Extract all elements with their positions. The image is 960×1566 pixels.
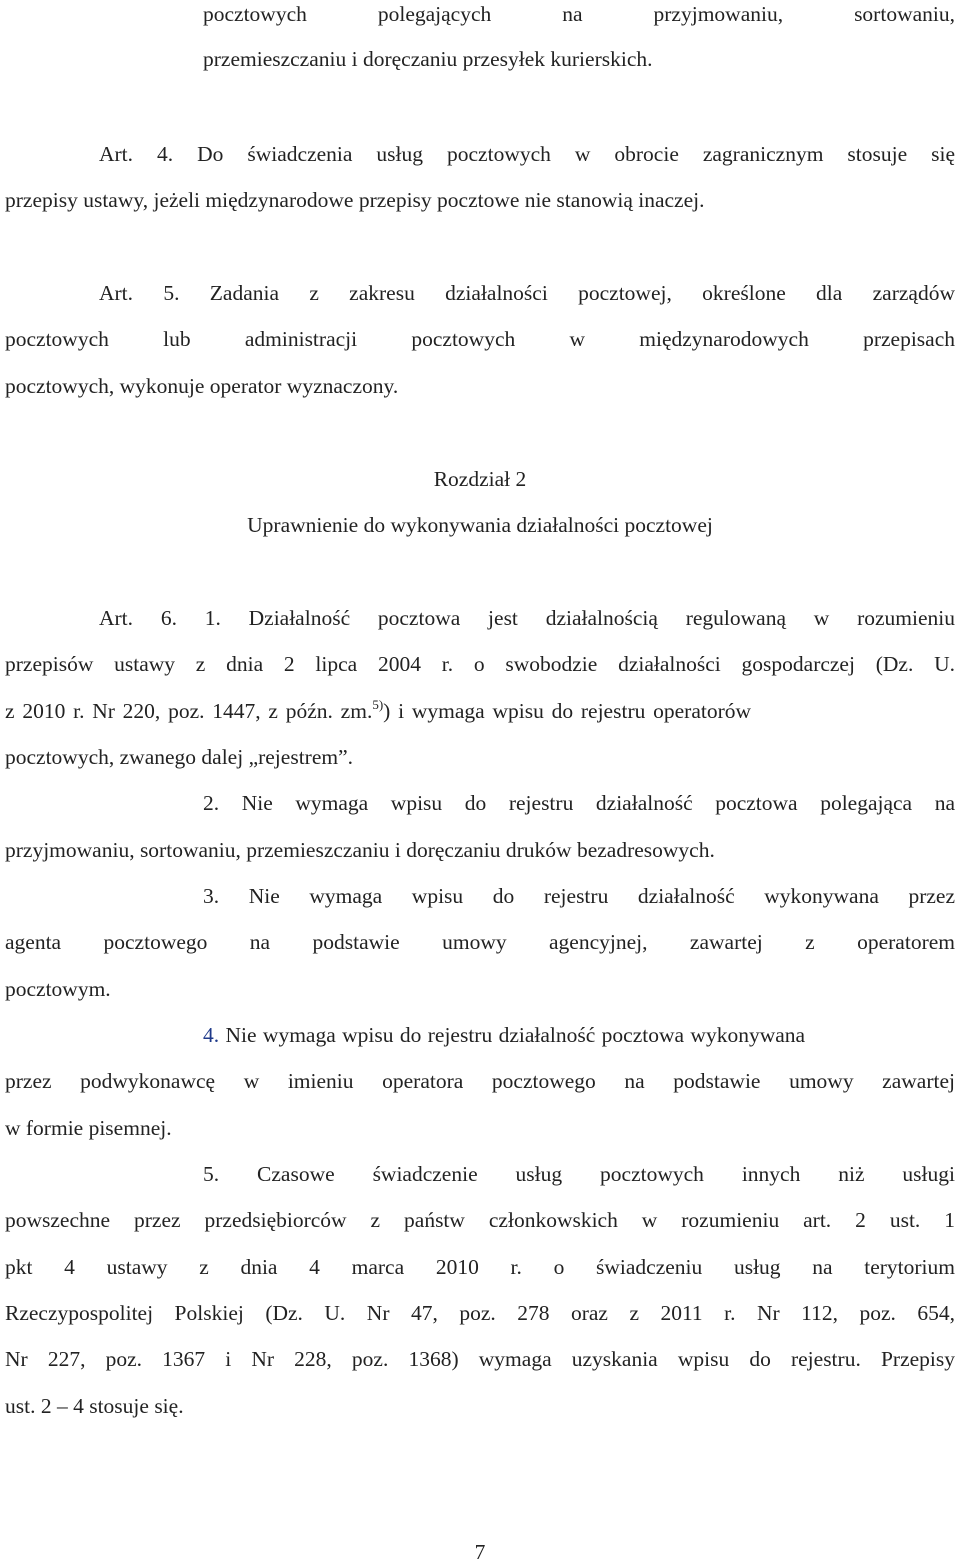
chapter-number: Rozdział 2 (433, 467, 527, 491)
paragraph-line: przez podwykonawcę w imieniu operatora pocztowego na podstawie umowy zawartej (5, 1069, 955, 1093)
paragraph-3-line: 3. Nie wymaga wpisu do rejestru działalność wykonywana przez (203, 884, 955, 908)
paragraph-line: przepisy ustawy, jeżeli międzynarodowe przepisy pocztowe nie stanowią inaczej. (5, 188, 705, 212)
paragraph-line: pocztowym. (5, 977, 111, 1001)
paragraph-line: przyjmowaniu, sortowaniu, przemieszczaniu i doręczaniu druków bezadresowych. (5, 838, 715, 862)
paragraph-number: 4. (203, 1023, 220, 1047)
paragraph-line: Nr 227, poz. 1367 i Nr 228, poz. 1368) wymaga uzyskania wpisu do rejestru. Przepisy (5, 1347, 955, 1371)
paragraph-2-line: 2. Nie wymaga wpisu do rejestru działalność pocztowa polegająca na (203, 791, 955, 815)
paragraph-line: pocztowych, wykonuje operator wyznaczony. (5, 374, 399, 398)
article-4-line: Art. 4. Do świadczenia usług pocztowych w obrocie zagranicznym stosuje się (99, 142, 955, 166)
paragraph-line-with-footnote (5, 697, 955, 725)
text-segment: z 2010 r. Nr 220, poz. 1447, z późn. zm. (5, 699, 373, 723)
footnote-reference: 5) (372, 697, 384, 712)
paragraph-line: przemieszczaniu i doręczaniu przesyłek kurierskich. (203, 47, 653, 71)
article-5-line: Art. 5. Zadania z zakresu działalności pocztowej, określone dla zarządów (99, 281, 955, 305)
chapter-title: Uprawnienie do wykonywania działalności pocztowej (247, 513, 713, 537)
paragraph-5-line: 5. Czasowe świadczenie usług pocztowych innych niż usługi (203, 1162, 955, 1186)
paragraph-4-line (203, 1021, 955, 1049)
paragraph-line: w formie pisemnej. (5, 1116, 172, 1140)
paragraph-line: pocztowych, zwanego dalej „rejestrem”. (5, 745, 354, 769)
article-6-line: Art. 6. 1. Działalność pocztowa jest działalnością regulowaną w rozumieniu (99, 606, 955, 630)
paragraph-line: pocztowych lub administracji pocztowych w międzynarodowych przepisach (5, 327, 955, 351)
paragraph-line: agenta pocztowego na podstawie umowy agencyjnej, zawartej z operatorem (5, 930, 955, 954)
paragraph-line: Rzeczypospolitej Polskiej (Dz. U. Nr 47, poz. 278 oraz z 2011 r. Nr 112, poz. 654, (5, 1301, 955, 1325)
paragraph-line: powszechne przez przedsiębiorców z państw członkowskich w rozumieniu art. 2 ust. 1 (5, 1208, 955, 1232)
paragraph-line: pkt 4 ustawy z dnia 4 marca 2010 r. o świadczeniu usług na terytorium (5, 1255, 955, 1279)
paragraph-line: pocztowych polegających na przyjmowaniu, sortowaniu, (203, 2, 955, 26)
text-segment: ) i wymaga wpisu do rejestru operatorów (383, 699, 752, 723)
paragraph-line: ust. 2 – 4 stosuje się. (5, 1394, 184, 1418)
page-number: 7 (474, 1540, 486, 1564)
paragraph-line: przepisów ustawy z dnia 2 lipca 2004 r. o swobodzie działalności gospodarczej (Dz. U. (5, 652, 955, 676)
text-segment: Nie wymaga wpisu do rejestru działalność pocztowa wykonywana (219, 1023, 806, 1047)
